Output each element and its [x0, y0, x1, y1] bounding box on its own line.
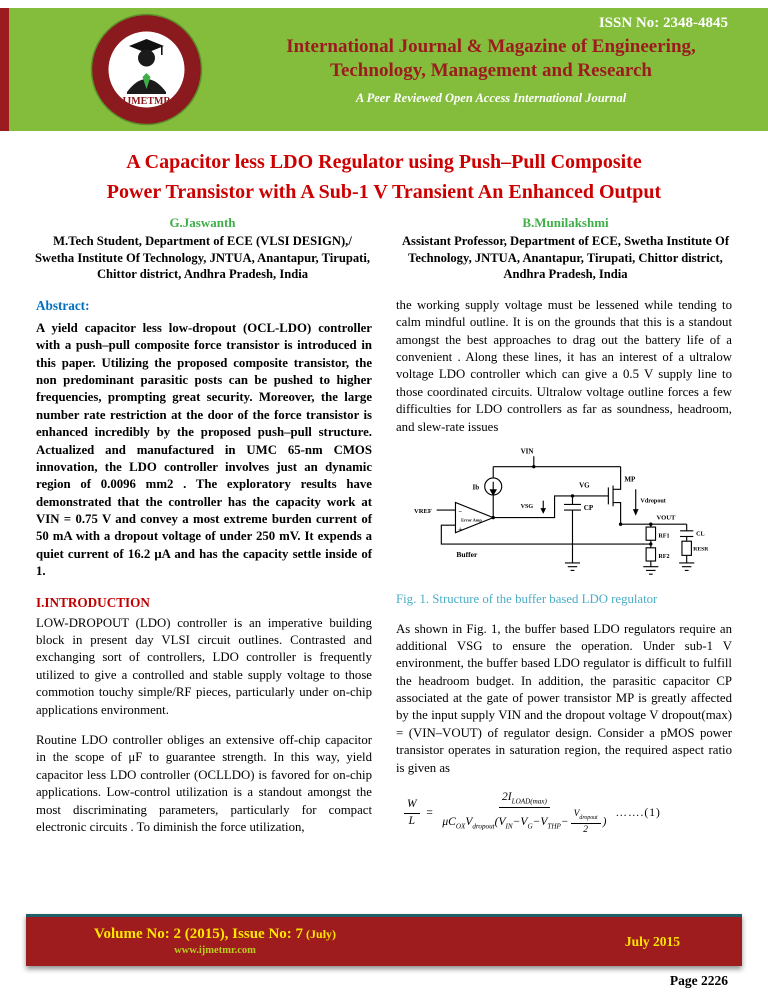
left-column — [36, 297, 372, 849]
circuit-schematic — [413, 444, 715, 582]
label-vout: VOUT — [656, 514, 676, 522]
main-fraction: $2I_{LOAD(max)}$ $\mu C_{OX}V_{dropout}(V_{IN}-V_G-V_{THP}-$ $\frac{V_{dropout}}{2}$ ) — [442, 791, 607, 835]
wl-fraction: $\frac{W}{L}$ — [404, 797, 420, 829]
label-rf2: RF2 — [658, 554, 670, 561]
article-body — [0, 297, 768, 849]
label-buffer: Buffer — [456, 550, 478, 560]
label-plus: + — [458, 525, 463, 533]
label-minus: − — [458, 508, 463, 516]
logo-text: IJMETMR — [122, 96, 171, 107]
header-left-stripe — [0, 8, 9, 131]
journal-title-line2: Technology, Management and Research — [330, 60, 652, 82]
label-ib: Ib — [472, 483, 480, 492]
page-number: Page 2226 — [669, 973, 728, 988]
right-column — [396, 297, 732, 849]
article-title-line1: A Capacitor less LDO Regulator using Push–Pull Composite — [126, 151, 642, 173]
label-vdropout: Vdropout — [640, 498, 666, 505]
journal-logo — [90, 13, 203, 126]
label-mp: MP — [624, 475, 636, 484]
authors-row — [0, 215, 768, 283]
journal-subtitle: A Peer Reviewed Open Access International Journal — [355, 90, 627, 105]
right-paragraph-1: the working supply voltage must be lessened while tending to calm mindful outline. It is on the grounds that this is a standout amongst the best approaches to drag out the battery life of a convenient . Along these lines, it has an interest of a ultralow voltage LDO controller which can give a 0.5 V supply line to those coordinated circuits. Ultralow voltage outline forces a few difficulties for LDO controllers as far as soundness, headroom, and slew-rate issues — [396, 297, 732, 434]
intro-paragraph-1: LOW-DROPOUT (LDO) controller is an imperative building block in present day VLSI circuit outlines. Contrasted and exchanging sort of controllers, LDO controller is frequently utilized to give a controlled and stable supply voltage to those commotion touchy simple/RF pieces, particularly under on-chip applications environment. — [36, 615, 372, 717]
issue-date: July 2015 — [624, 933, 680, 949]
author-block-left — [34, 215, 371, 283]
abstract-heading: Abstract: — [36, 297, 90, 313]
journal-header — [0, 8, 768, 131]
page-footer — [0, 914, 768, 989]
ldo-circuit-figure — [396, 444, 732, 587]
equation-1 — [396, 790, 732, 837]
label-cl: CL — [696, 531, 705, 538]
article-title-line2: Power Transistor with A Sub-1 V Transient An Enhanced Output — [106, 181, 662, 203]
website-link[interactable]: www.ijmetmr.com — [174, 944, 256, 956]
header-text-block — [228, 8, 754, 106]
journal-title-line1: International Journal & Magazine of Engineering, — [286, 36, 696, 57]
label-vsg: VSG — [520, 504, 534, 511]
label-vg: VG — [579, 481, 590, 490]
label-vref: VREF — [413, 507, 432, 515]
right-paragraph-2: As shown in Fig. 1, the buffer based LDO regulators require an additional VSG to ensure the operation. Under sub-1 V environment, the buffer based LDO regulator is difficult to fulfill the headroom budget. In addition, the parasitic capacitor CP associated at the gate of power transistor MP is greatly affected by the input supply VIN and the dropout voltage V dropout(max) = (VIN–VOUT) of regulator design. Consider a pMOS power transistor operates in saturation region, the required aspect ratio is given as — [396, 621, 732, 775]
label-vin: VIN — [520, 447, 534, 456]
volume-info: Volume No: 2 (2015), Issue No: 7 (July) — [94, 926, 337, 943]
label-error-amp: Error Amp — [461, 517, 482, 523]
author-affiliation: Assistant Professor, Department of ECE, Swetha Institute Of Technology, JNTUA, Anantapur, Tirupati, Chittor district, Andhra Pradesh, India — [401, 234, 730, 282]
journal-logo-graphic — [90, 13, 203, 126]
label-resr: RESR — [693, 546, 709, 553]
volume-block — [94, 926, 336, 956]
label-cp: CP — [583, 504, 594, 513]
article-title — [24, 147, 744, 207]
author-block-right — [397, 215, 734, 283]
author-name: B.Munilakshmi — [522, 215, 609, 230]
figure-caption: Fig. 1. Structure of the buffer based LDO regulator — [396, 592, 658, 607]
footer-band — [26, 914, 742, 966]
introduction-heading: I.INTRODUCTION — [36, 594, 150, 610]
abstract-text: A yield capacitor less low-dropout (OCL-LDO) controller with a push–pull composite force transistor is introduced in this paper. Utilizing the proposed composite transistor, the non predominant parasitic posts can be pushed to higher frequencies, prompting great security. Moreover, the large number rate restriction at the door of the force transistor is enhanced incredibly by the proposed push–pull structure. Actualized and manufactured in UMC 65-nm CMOS innovation, the LDO controller involves just an dynamic region of 0.0096 mm2 . The exploratory results have demonstrated that the controller has the capacity work at VIN = 0.75 V and convey a most extreme burden current of 50 mA with a dropout voltage of under 250 mV. It expends a quiet current of 16.2 μA and has the capacity settle inside of 1. — [36, 320, 372, 579]
author-name: G.Jaswanth — [169, 215, 236, 230]
label-rf1: RF1 — [658, 533, 670, 540]
author-affiliation: M.Tech Student, Department of ECE (VLSI DESIGN),/ Swetha Institute Of Technology, JNTUA, Anantapur, Tirupati, Chittor district, Andhra Pradesh, India — [35, 234, 370, 282]
journal-title — [228, 35, 754, 84]
equation-number: …….(1) — [615, 806, 661, 819]
intro-paragraph-2: Routine LDO controller obliges an extensive off-chip capacitor in the scope of μF to guarantee strength. In this way, yield capacitor less LDO controller (OCLLDO) is favored for on-chip applications. Low-control utilization is a standout amongst the most discriminating parameters, particularly for compact electronic circuits . To diminish the force utilization, — [36, 732, 372, 834]
equals-sign: = — [425, 806, 434, 819]
issn-number: ISSN No: 2348-4845 — [598, 15, 728, 31]
